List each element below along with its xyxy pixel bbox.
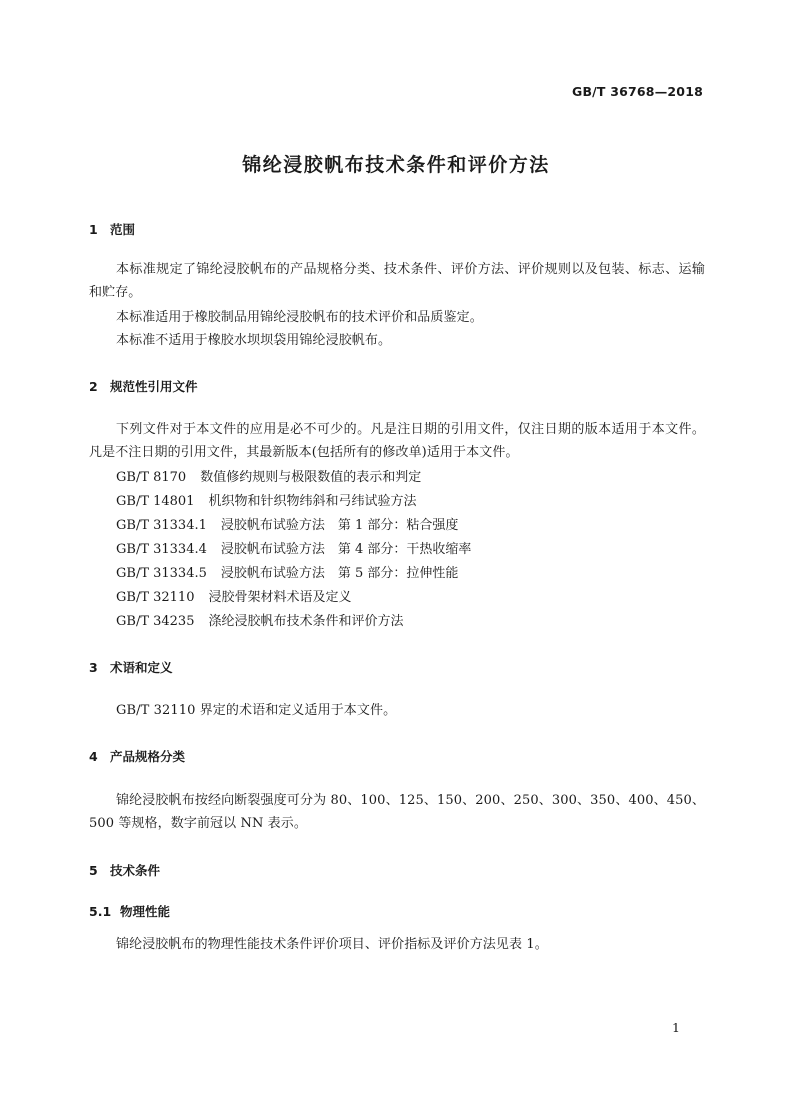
section-1-paragraph-1: 本标准规定了锦纶浸胶帆布的产品规格分类、技术条件、评价方法、评价规则以及包装、标志、运输和贮存。 [89,262,705,300]
section-number: 2 [89,379,98,394]
reference-item [116,490,417,513]
section-4-heading [89,747,185,765]
section-title: 技术条件 [110,863,161,878]
section-title: 规范性引用文件 [110,379,198,394]
reference-code: GB/T 14801 [116,494,195,509]
reference-title: 浸胶帆布试验方法 第 4 部分：干热收缩率 [220,542,472,557]
reference-item [116,562,458,585]
reference-code: GB/T 8170 [116,470,187,485]
reference-title: 浸胶帆布试验方法 第 5 部分：拉伸性能 [220,566,459,581]
reference-title: 涤纶浸胶帆布技术条件和评价方法 [208,614,404,629]
section-title: 范围 [110,222,136,237]
section-5-1-paragraph-1: 锦纶浸胶帆布的物理性能技术条件评价项目、评价指标及评价方法见表 1。 [116,937,548,952]
reference-title: 浸胶骨架材料术语及定义 [208,590,352,605]
section-4-paragraph-1: 锦纶浸胶帆布按经向断裂强度可分为 80、100、125、150、200、250、300、350、400、450、500 等规格，数字前冠以 NN 表示。 [89,793,705,831]
reference-item [116,610,404,633]
section-3-heading [89,658,173,676]
section-5-heading [89,861,160,879]
subsection-number: 5.1 [89,904,112,919]
reference-item [116,514,458,537]
reference-title: 机织物和针织物纬斜和弓纬试验方法 [208,494,417,509]
page-number: 1 [672,1020,680,1035]
reference-code: GB/T 31334.1 [116,518,207,533]
section-number: 3 [89,660,98,675]
section-1-paragraph-2: 本标准适用于橡胶制品用锦纶浸胶帆布的技术评价和品质鉴定。 [116,310,483,325]
section-title: 产品规格分类 [110,749,186,764]
section-number: 4 [89,749,98,764]
document-title: 锦纶浸胶帆布技术条件和评价方法 [242,154,550,176]
section-2-paragraph-1: 下列文件对于本文件的应用是必不可少的。凡是注日期的引用文件，仅注日期的版本适用于本文件。凡是不注日期的引用文件，其最新版本(包括所有的修改单)适用于本文件。 [89,422,705,460]
reference-code: GB/T 34235 [116,614,195,629]
section-title: 术语和定义 [110,660,173,675]
reference-title: 浸胶帆布试验方法 第 1 部分：粘合强度 [220,518,459,533]
standard-code: GB/T 36768—2018 [571,84,703,99]
reference-title: 数值修约规则与极限数值的表示和判定 [200,470,422,485]
reference-code: GB/T 32110 [116,590,195,605]
section-number: 5 [89,863,98,878]
section-1-heading [89,220,135,238]
subsection-title: 物理性能 [120,904,171,919]
section-number: 1 [89,222,98,237]
reference-item [116,466,421,489]
section-1-paragraph-3: 本标准不适用于橡胶水坝坝袋用锦纶浸胶帆布。 [116,333,392,348]
section-5-1-heading [89,902,170,920]
reference-item [116,586,352,609]
reference-code: GB/T 31334.4 [116,542,207,557]
reference-item [116,538,471,561]
reference-code: GB/T 31334.5 [116,566,207,581]
section-3-paragraph-1: GB/T 32110 界定的术语和定义适用于本文件。 [116,703,397,718]
section-2-heading [89,377,198,395]
